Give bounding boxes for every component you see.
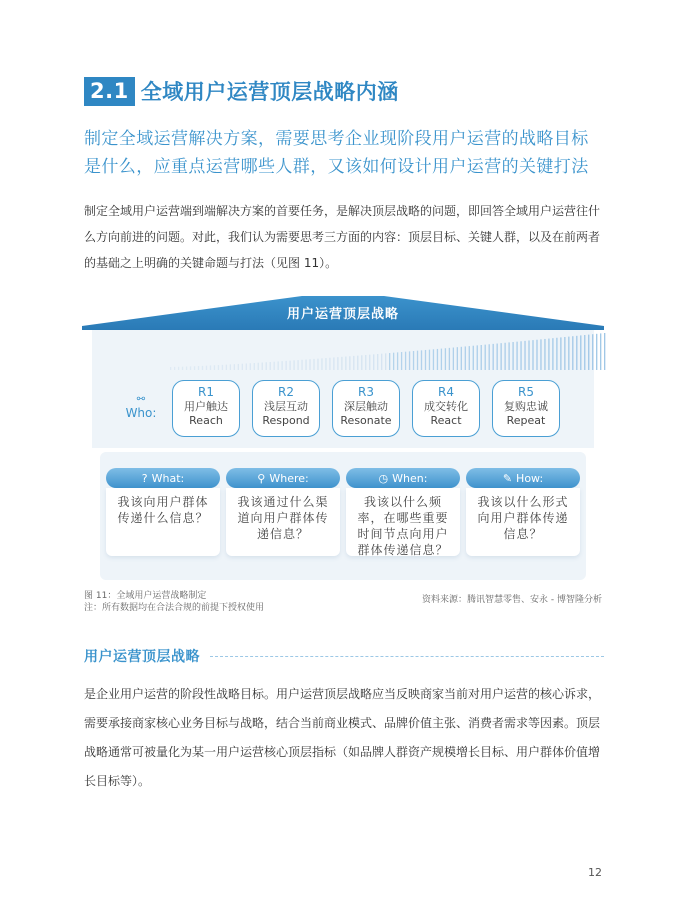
gradient-bar [369, 355, 370, 370]
question-label-pill [106, 468, 220, 488]
gradient-bar [301, 360, 302, 370]
gradient-bar [278, 361, 279, 370]
gradient-bar [520, 341, 521, 370]
figure-title: 用户运营顶层战略 [286, 307, 399, 322]
gradient-bar [174, 367, 175, 370]
page-number: 12 [588, 866, 602, 879]
stage-card-r5 [492, 380, 560, 437]
gradient-bar [465, 346, 466, 370]
gradient-bar [377, 354, 378, 370]
gradient-bar [222, 365, 223, 370]
question-label-pill [466, 468, 580, 488]
gradient-bar [493, 344, 494, 370]
gradient-bar [433, 349, 434, 370]
stage-name-cn: 浅层互动 [264, 400, 308, 413]
gradient-bar [178, 367, 179, 370]
subsection-heading [84, 646, 604, 666]
gradient-bar [230, 364, 231, 370]
stage-code: R1 [198, 385, 214, 399]
gradient-bar [512, 342, 513, 370]
gradient-bar [417, 351, 418, 370]
stage-name-en: Respond [262, 414, 310, 427]
question-label-pill [226, 468, 340, 488]
question-label: Where: [269, 471, 309, 485]
gradient-bar [337, 357, 338, 370]
gradient-bar [556, 338, 557, 370]
gradient-bar [604, 333, 605, 370]
stage-name-cn: 复购忠诚 [504, 400, 548, 413]
stage-name-en: React [430, 414, 462, 427]
gradient-bar [516, 342, 517, 370]
gradient-bar [313, 359, 314, 370]
gradient-bar [365, 355, 366, 370]
gradient-bar [238, 364, 239, 370]
gradient-bar [266, 362, 267, 370]
gradient-bar [309, 359, 310, 370]
gradient-bar [473, 346, 474, 370]
stage-card-r3 [332, 380, 400, 437]
gradient-bar [289, 361, 290, 370]
gradient-bar [182, 367, 183, 370]
question-card [106, 488, 220, 556]
gradient-bar [345, 357, 346, 370]
question-card [226, 488, 340, 556]
gradient-bar [461, 347, 462, 370]
gradient-bar [445, 348, 446, 370]
gradient-bar [258, 363, 259, 370]
gradient-bar [218, 365, 219, 370]
clock-icon: ◷ [378, 471, 389, 485]
stage-name-cn: 用户触达 [184, 400, 228, 413]
edit-icon: ✎ [502, 471, 513, 485]
gradient-bar [293, 360, 294, 370]
gradient-bar [437, 349, 438, 370]
gradient-bar [508, 342, 509, 370]
strategy-figure [82, 294, 604, 580]
gradient-bar [226, 365, 227, 370]
gradient-bar [421, 350, 422, 370]
gradient-bar [588, 335, 589, 370]
figure-note: 注：所有数据均在合法合规的前提下授权使用 [84, 603, 265, 613]
gradient-bar [568, 337, 569, 370]
gradient-bar [250, 363, 251, 370]
section-heading [84, 76, 399, 106]
gradient-bar [349, 356, 350, 370]
gradient-bar [413, 351, 414, 370]
who-text: Who: [125, 406, 157, 420]
gradient-bar [198, 366, 199, 370]
gradient-bar [548, 339, 549, 370]
gradient-bar [206, 366, 207, 370]
gradient-bar [481, 345, 482, 370]
stage-code: R5 [518, 385, 534, 399]
gradient-bar [317, 359, 318, 370]
gradient-bar [596, 334, 597, 370]
gradient-bar [449, 348, 450, 370]
dashed-divider [210, 656, 604, 657]
gradient-bar [373, 354, 374, 370]
question-label: When: [392, 471, 428, 485]
gradient-bar [246, 363, 247, 370]
gradient-bar [552, 338, 553, 370]
stage-code: R3 [358, 385, 374, 399]
gradient-bar [214, 365, 215, 370]
gradient-bar [242, 364, 243, 370]
gradient-bar [194, 366, 195, 370]
subsection-title: 用户运营顶层战略 [84, 649, 200, 665]
gradient-bar [584, 335, 585, 370]
figure-source: 资料来源：腾讯智慧零售、安永 - 博智隆分析 [422, 595, 602, 605]
gradient-bar [544, 339, 545, 370]
stage-code: R2 [278, 385, 294, 399]
gradient-bar [270, 362, 271, 370]
gradient-bar [210, 365, 211, 370]
gradient-bar [321, 358, 322, 370]
gradient-bar [325, 358, 326, 370]
question-card [346, 488, 460, 556]
question-where [226, 456, 340, 564]
question-text: 我该以什么频率，在哪些重要时间节点向用户群体传递信息？ [357, 495, 449, 557]
gradient-bar [497, 344, 498, 370]
question-label: How: [516, 471, 544, 485]
question-text: 我该向用户群体传递什么信息？ [117, 495, 209, 525]
gradient-bar [190, 366, 191, 370]
gradient-bar [457, 347, 458, 370]
gradient-bar [281, 361, 282, 370]
gradient-bar [405, 352, 406, 370]
stage-code: R4 [438, 385, 454, 399]
gradient-bar [477, 345, 478, 370]
figure-label: 图 11：全域用户运营战略制定 [84, 591, 207, 601]
gradient-bar [297, 360, 298, 370]
stage-card-r2 [252, 380, 320, 437]
question-what [106, 456, 220, 564]
gradient-bar [254, 363, 255, 370]
gradient-bar [532, 340, 533, 370]
gradient-bar [357, 356, 358, 370]
gradient-bar [453, 348, 454, 370]
gradient-bar [536, 340, 537, 370]
question-card [466, 488, 580, 556]
section-title: 全域用户运营顶层战略内涵 [140, 80, 399, 104]
gradient-bar [524, 341, 525, 370]
stage-card-r4 [412, 380, 480, 437]
gradient-bar [485, 345, 486, 370]
gradient-bar [397, 352, 398, 370]
stage-name-en: Resonate [340, 414, 392, 427]
gradient-bar [425, 350, 426, 370]
gradient-bar [393, 353, 394, 370]
gradient-bar [528, 340, 529, 370]
gradient-bar [560, 337, 561, 370]
who-label [118, 394, 164, 420]
question-when [346, 456, 460, 564]
gradient-bar [361, 355, 362, 370]
gradient-bar [385, 353, 386, 370]
gradient-bar [285, 361, 286, 370]
gradient-bar [469, 346, 470, 370]
question-icon: ? [141, 471, 148, 485]
section-number: 2.1 [84, 77, 135, 106]
stage-card-r1 [172, 380, 240, 437]
gradient-bar [540, 339, 541, 370]
question-how [466, 456, 580, 564]
strategy-paragraph: 是企业用户运营的阶段性战略目标。用户运营顶层战略应当反映商家当前对用户运营的核心诉求，需要承接商家核心业务目标与战略，结合当前商业模式、品牌价值主张、消费者需求等因素。顶层战略通常可被量化为某一用户运营核心顶层指标（如品牌人群资产规模增长目标、用户群体价值增长目标等）。 [84, 687, 601, 788]
gradient-bars [170, 332, 608, 370]
stage-name-en: Repeat [506, 414, 546, 427]
gradient-bar [186, 367, 187, 370]
gradient-bar [429, 350, 430, 370]
gradient-bar [202, 366, 203, 370]
stage-name-cn: 成交转化 [424, 400, 468, 413]
gradient-bar [600, 333, 601, 370]
gradient-bar [572, 336, 573, 370]
figure-caption [84, 590, 264, 614]
stage-name-cn: 深层触动 [344, 400, 388, 413]
gradient-bar [381, 354, 382, 370]
gradient-bar [500, 343, 501, 370]
gradient-bar [592, 334, 593, 370]
people-icon: ⚯ [136, 394, 146, 405]
gradient-bar [389, 353, 390, 370]
gradient-bar [504, 343, 505, 370]
question-text: 我该通过什么渠道向用户群体传递信息？ [237, 495, 329, 541]
intro-paragraph: 制定全域用户运营端到端解决方案的首要任务，是解决顶层战略的问题，即回答全域用户运营往什么方向前进的问题。对此，我们认为需要思考三方面的内容：顶层目标、关键人群，以及在前两者的基础之上明确的关键命题与打法（见图 11）。 [84, 204, 601, 270]
gradient-bar [170, 367, 171, 370]
stage-name-en: Reach [189, 414, 223, 427]
network-icon: ⚲ [257, 471, 266, 485]
gradient-bar [401, 352, 402, 370]
gradient-bar [353, 356, 354, 370]
gradient-bar [274, 362, 275, 370]
gradient-bar [441, 349, 442, 370]
question-text: 我该以什么形式向用户群体传递信息？ [477, 495, 569, 541]
gradient-bar [489, 344, 490, 370]
gradient-bar [333, 357, 334, 370]
gradient-bar [409, 351, 410, 370]
gradient-bar [576, 336, 577, 370]
question-label: What: [151, 471, 185, 485]
gradient-bar [329, 358, 330, 370]
lead-question: 制定全域运营解决方案，需要思考企业现阶段用户运营的战略目标是什么，应重点运营哪些人群，又该如何设计用户运营的关键打法 [84, 129, 589, 177]
question-label-pill [346, 468, 460, 488]
gradient-bar [305, 360, 306, 370]
gradient-bar [262, 363, 263, 371]
gradient-bar [341, 357, 342, 370]
gradient-bar [234, 364, 235, 370]
gradient-bar [564, 337, 565, 370]
gradient-bar [580, 335, 581, 370]
